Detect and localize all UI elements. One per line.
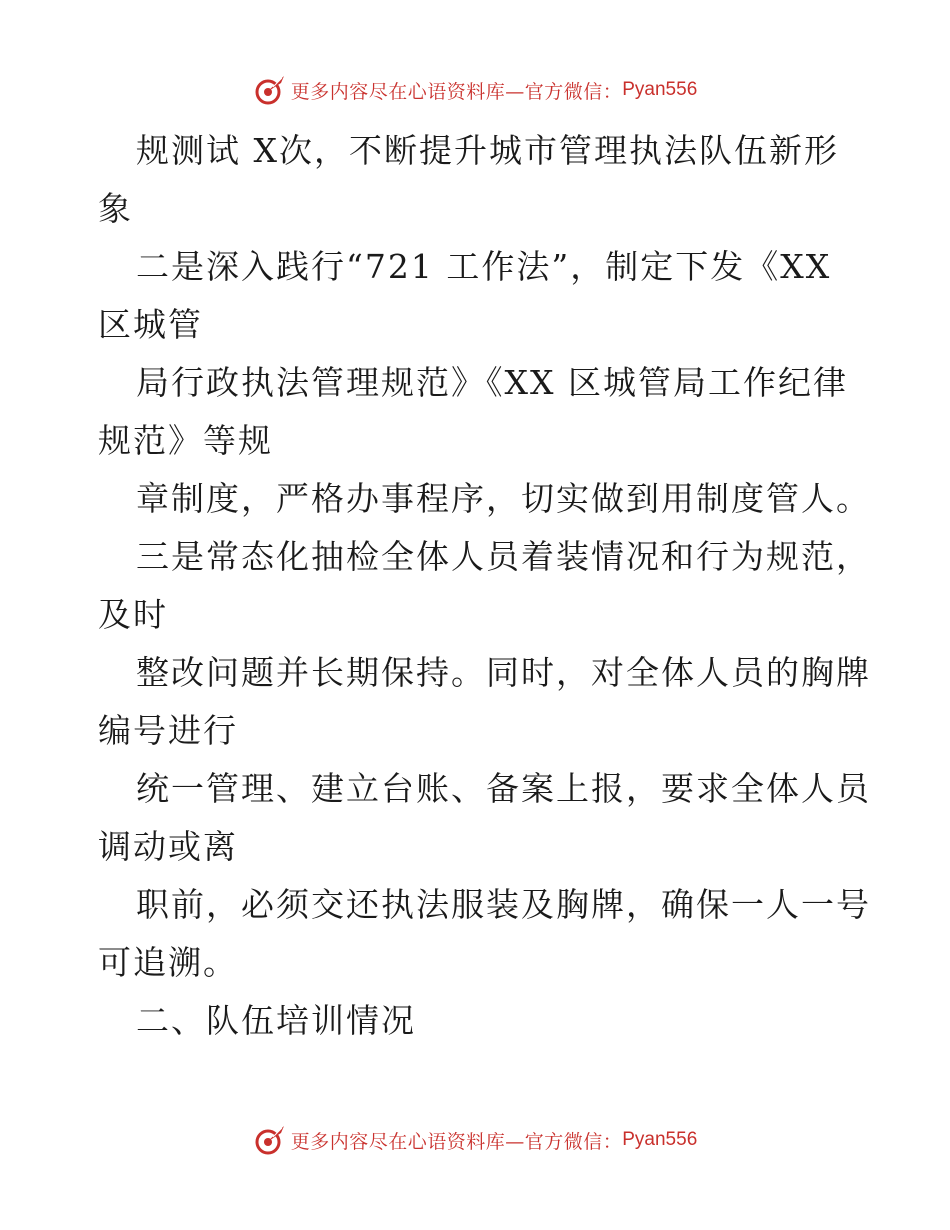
- text-line: 三是常态化抽检全体人员着装情况和行为规范，: [136, 537, 871, 576]
- text-line: 整改问题并长期保持。同时，对全体人员的胸牌: [136, 653, 871, 692]
- quill-pen-circle-icon: [253, 73, 287, 107]
- text-line: 调动或离: [98, 827, 238, 866]
- quill-pen-circle-icon: [253, 1123, 287, 1157]
- text-line: 编号进行: [98, 711, 238, 750]
- banner-text: 更多内容尽在心语资料库—官方微信：: [290, 80, 623, 103]
- wechat-id: Pyan556: [622, 79, 698, 100]
- text-line: 统一管理、建立台账、备案上报，要求全体人员: [136, 769, 871, 808]
- text-line: 可追溯。: [98, 943, 238, 982]
- text-line: 区城管: [98, 305, 203, 344]
- text-line: 局行政执法管理规范》《XX 区城管局工作纪律: [136, 363, 848, 402]
- wechat-id: Pyan556: [622, 1129, 698, 1150]
- header-watermark-banner: [0, 70, 950, 110]
- text-line: 规测试 X次，不断提升城市管理执法队伍新形: [136, 131, 839, 170]
- text-line: 职前，必须交还执法服装及胸牌，确保一人一号: [136, 885, 871, 924]
- text-line: 章制度，严格办事程序，切实做到用制度管人。: [136, 479, 871, 518]
- text-line: 二、队伍培训情况: [136, 1001, 416, 1040]
- text-line: 二是深入践行“721 工作法”，制定下发《XX: [136, 247, 832, 286]
- text-line: 规范》等规: [98, 421, 273, 460]
- banner-text: 更多内容尽在心语资料库—官方微信：: [290, 1130, 623, 1153]
- text-line: 及时: [98, 595, 168, 634]
- text-line: 象: [98, 189, 133, 228]
- footer-watermark-banner: [0, 1120, 950, 1160]
- body-text: [98, 122, 871, 1050]
